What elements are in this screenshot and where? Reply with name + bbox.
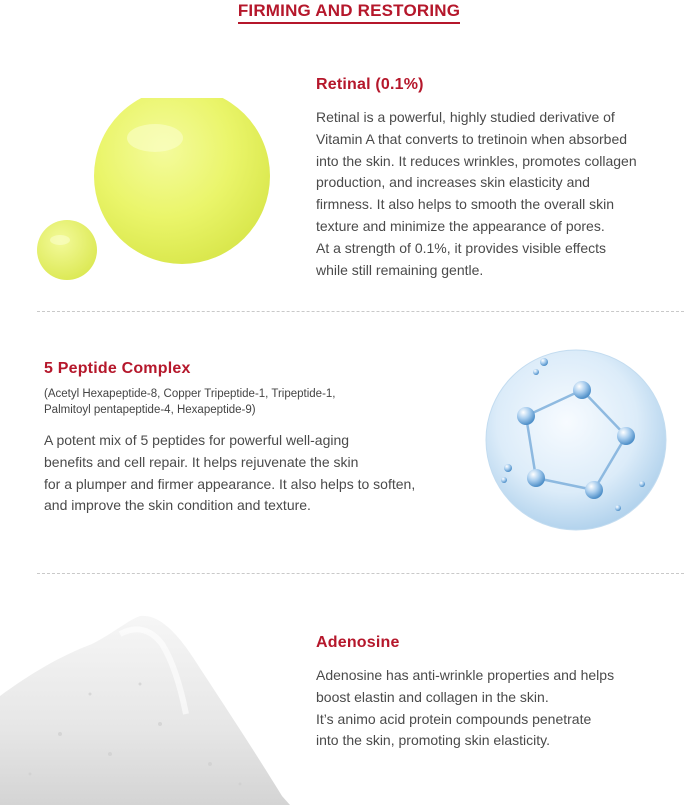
molecule-bubble-icon: [484, 348, 668, 532]
ingredient-title: 5 Peptide Complex: [44, 360, 191, 377]
ingredient-description: Retinal is a powerful, highly studied derivative of Vitamin A that converts to tretinoin when absorbed into the skin. It reduces wrinkles, promotes collagen production, and increases skin elasticity and firmness. It also helps to smooth the overall skin texture and minimize the appearance of pores. At a strength of 0.1%, it provides visible effects while still remaining gentle.: [316, 109, 637, 278]
ingredient-title: Retinal (0.1%): [316, 76, 424, 93]
page-title: FIRMING AND RESTORING: [238, 1, 460, 24]
ingredient-description: A potent mix of 5 peptides for powerful well-aging benefits and cell repair. It helps rejuvenate the skin for a plumper and firmer appearance. It also helps to soften, and improve the skin condition and texture.: [44, 432, 416, 514]
ingredient-title: Adenosine: [316, 634, 400, 651]
page-header: [0, 0, 698, 24]
section-divider: [37, 573, 684, 574]
section-divider: [37, 311, 684, 312]
powder-pile-icon: [0, 604, 300, 805]
ingredient-description: Adenosine has anti-wrinkle properties and helps boost elastin and collagen in the skin. It’s animo acid protein compounds penetrate into the skin, promoting skin elasticity.: [316, 667, 615, 749]
oil-droplets-icon: [30, 98, 280, 288]
ingredient-subtitle: (Acetyl Hexapeptide-8, Copper Tripeptide-1, Tripeptide-1, Palmitoyl pentapeptide-4, Hexapeptide-9): [44, 388, 336, 416]
